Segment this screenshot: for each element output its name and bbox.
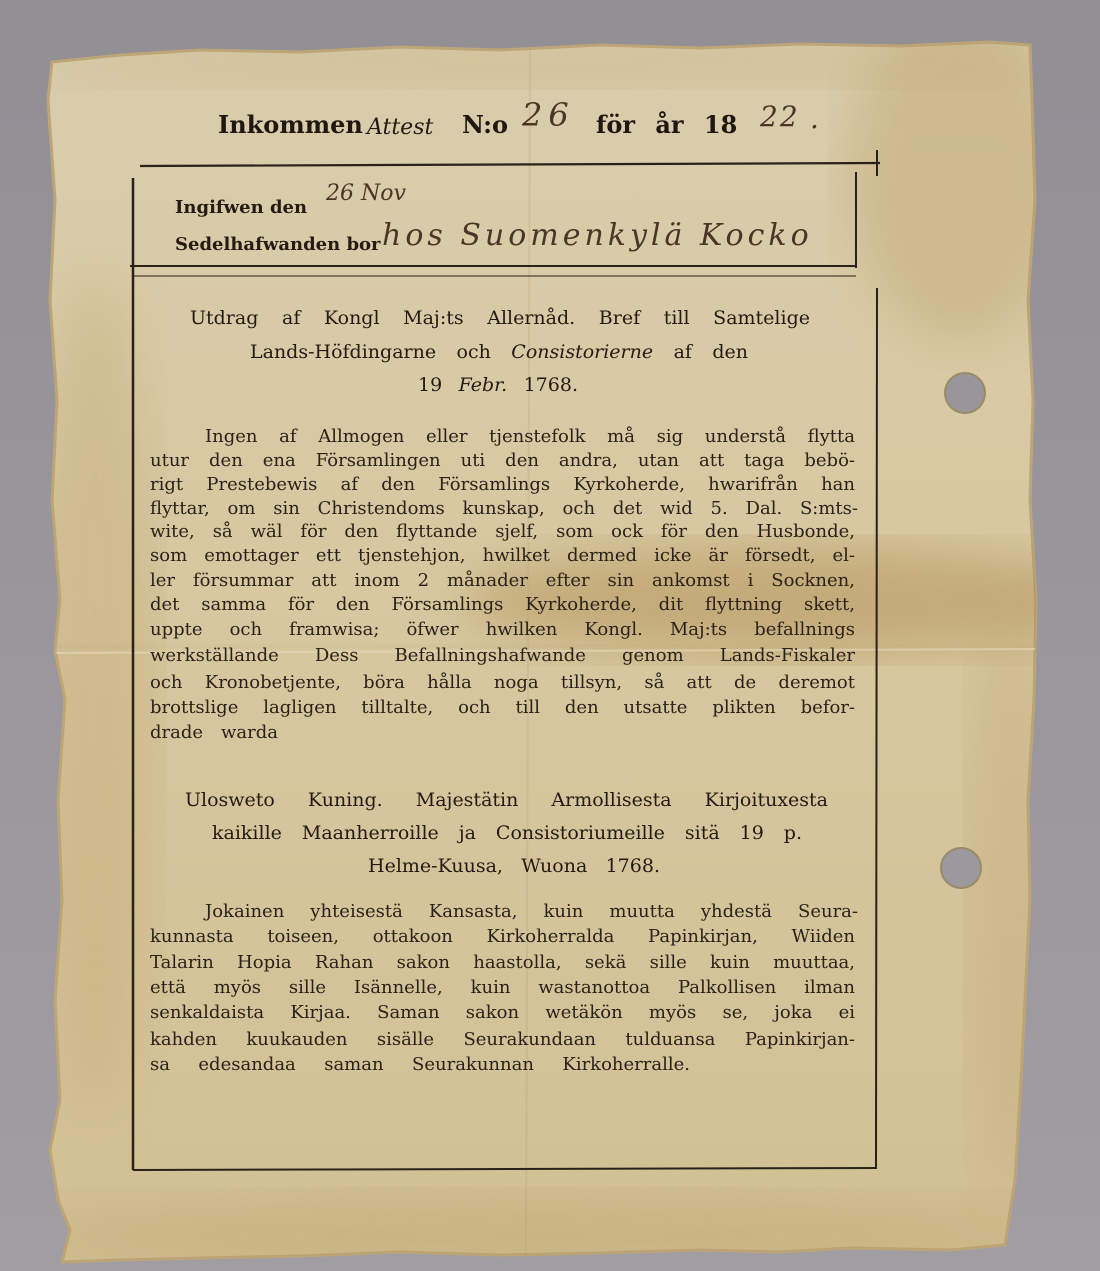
heading-attest: Attest [367, 115, 434, 140]
date-month: Febr. [458, 374, 508, 396]
heading-year-label: för år 18 [596, 110, 738, 139]
swedish-body-line: wite, så wäl för den flyttande sjelf, som ock för den Husbonde, [150, 521, 855, 542]
swedish-body-line: uppte och framwisa; öfwer hwilken Kongl. Maj:ts befallnings [150, 619, 855, 640]
swedish-body-line: brottslige lagligen tilltalte, och till den utsatte plikten befor- [150, 697, 855, 718]
punch-hole [941, 848, 981, 888]
finnish-body-line: kahden kuukauden sisälle Seurakundaan tulduansa Papinkirjan- [150, 1029, 855, 1050]
swedish-body-line: det samma för den Församlings Kyrkoherde, dit flyttning skett, [150, 594, 855, 615]
residence-label: Sedelhafwanden bor [175, 234, 381, 255]
swedish-title-line: Utdrag af Kongl Maj:ts Allernåd. Bref till Samtelige [190, 307, 810, 329]
finnish-body-line: sa edesandaa saman Seurakunnan Kirkoherralle. [150, 1054, 690, 1075]
finnish-body-line: kunnasta toiseen, ottakoon Kirkoherralda Papinkirjan, Wiiden [150, 926, 855, 947]
swedish-body-line: drade warda [150, 722, 278, 743]
heading-year-handwritten: 22 [760, 100, 800, 133]
swedish-title-text: Lands-Höfdingarne och [250, 341, 491, 363]
finnish-title-line: kaikille Maanherroille ja Consistoriumeille sitä 19 p. [212, 822, 802, 844]
swedish-body-line: ler försummar att inom 2 månader efter sin ankomst i Socknen, [150, 570, 855, 591]
swedish-title-line [250, 340, 748, 364]
heading-number-label: N:o [462, 110, 508, 139]
residence-handwritten: hos Suomenkylä Kocko [382, 218, 813, 253]
swedish-body-line: rigt Prestebewis af den Församlings Kyrkoherde, hwarifrån han [150, 474, 855, 495]
swedish-body-line: Ingen af Allmogen eller tjenstefolk må sig understå flytta [205, 426, 855, 447]
date-year: 1768. [523, 374, 578, 396]
finnish-body-line: Talarin Hopia Rahan sakon haastolla, sekä sille kuin muuttaa, [150, 952, 855, 973]
swedish-body-line: utur den ena Församlingen uti den andra, utan att taga bebö- [150, 450, 855, 471]
filed-date-handwritten: 26 Nov [326, 181, 406, 206]
punch-hole [945, 373, 985, 413]
swedish-body-line: som emottager ett tjenstehjon, hwilket dermed icke är försedt, el- [150, 545, 855, 566]
finnish-body-line: senkaldaista Kirjaa. Saman sakon wetäkön myös se, joka ei [150, 1002, 855, 1023]
swedish-body-line: och Kronobetjente, böra hålla noga tillsyn, så att de deremot [150, 672, 855, 693]
heading-end-mark: . [810, 102, 819, 135]
heading-inkommen: Inkommen [218, 110, 363, 139]
swedish-body-line: flyttar, om sin Christendoms kunskap, och det wid 5. Dal. S:mts- [150, 498, 858, 519]
swedish-body-line: werkställande Dess Befallningshafwande genom Lands-Fiskaler [150, 645, 855, 666]
finnish-title-line: Ulosweto Kuning. Majestätin Armollisesta Kirjoituxesta [185, 789, 828, 811]
swedish-title-italic: Consistorierne [511, 341, 654, 363]
heading-number-handwritten: 26 [522, 96, 575, 134]
filed-label: Ingifwen den [175, 197, 308, 218]
swedish-title-date [418, 373, 578, 397]
finnish-body-line: että myös sille Isännelle, kuin wastanottoa Palkollisen ilman [150, 977, 855, 998]
finnish-title-line: Helme-Kuusa, Wuona 1768. [368, 855, 660, 877]
date-day: 19 [418, 374, 443, 396]
swedish-title-text: af den [673, 341, 748, 363]
finnish-body-line: Jokainen yhteisestä Kansasta, kuin muutta yhdestä Seura- [205, 901, 858, 922]
